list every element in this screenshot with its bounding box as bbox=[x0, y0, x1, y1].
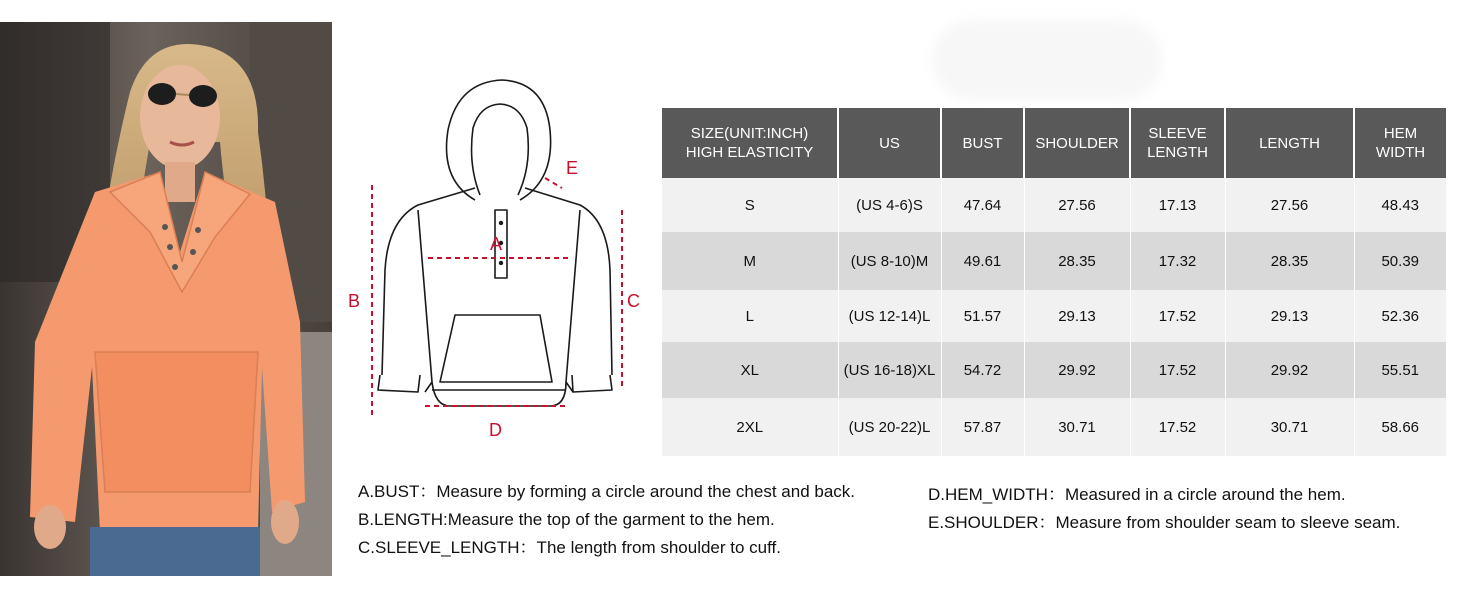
table-row bbox=[662, 290, 1446, 342]
cell-hem-width: 50.39 bbox=[1354, 232, 1446, 290]
cell-us: (US 12-14)L bbox=[838, 290, 941, 342]
cell-shoulder: 29.92 bbox=[1024, 342, 1130, 398]
note-length: B.LENGTH:Measure the top of the garment to the hem. bbox=[358, 510, 775, 529]
cell-shoulder: 27.56 bbox=[1024, 178, 1130, 232]
header-shoulder: SHOULDER bbox=[1024, 108, 1130, 178]
cell-bust: 51.57 bbox=[941, 290, 1024, 342]
cell-hem-width: 48.43 bbox=[1354, 178, 1446, 232]
note-bust: A.BUST：Measure by forming a circle around the chest and back. bbox=[358, 482, 856, 501]
table-row bbox=[662, 398, 1446, 456]
cell-sleeve-length: 17.52 bbox=[1130, 290, 1225, 342]
cell-sleeve-length: 17.13 bbox=[1130, 178, 1225, 232]
cell-hem-width: 58.66 bbox=[1354, 398, 1446, 456]
label-d: D bbox=[489, 420, 502, 440]
cell-us: (US 16-18)XL bbox=[838, 342, 941, 398]
hood-outline bbox=[447, 80, 551, 200]
cell-sleeve-length: 17.52 bbox=[1130, 342, 1225, 398]
hem bbox=[432, 382, 566, 406]
cell-size: L bbox=[662, 290, 838, 342]
table-header-row bbox=[662, 108, 1446, 178]
cell-us: (US 4-6)S bbox=[838, 178, 941, 232]
cell-length: 29.13 bbox=[1225, 290, 1354, 342]
cell-size: S bbox=[662, 178, 838, 232]
header-hem-width: HEM WIDTH bbox=[1354, 108, 1446, 178]
header-us: US bbox=[838, 108, 941, 178]
cell-bust: 47.64 bbox=[941, 178, 1024, 232]
cell-length: 29.92 bbox=[1225, 342, 1354, 398]
note-shoulder: E.SHOULDER：Measure from shoulder seam to sleeve seam. bbox=[928, 513, 1401, 532]
cell-size: M bbox=[662, 232, 838, 290]
cell-bust: 49.61 bbox=[941, 232, 1024, 290]
decorative-glow bbox=[932, 20, 1162, 100]
header-sleeve-length: SLEEVE LENGTH bbox=[1130, 108, 1225, 178]
header-bust: BUST bbox=[941, 108, 1024, 178]
size-chart-table bbox=[662, 108, 1446, 456]
note-hem-width: D.HEM_WIDTH：Measured in a circle around the hem. bbox=[928, 485, 1346, 504]
header-length: LENGTH bbox=[1225, 108, 1354, 178]
cell-us: (US 20-22)L bbox=[838, 398, 941, 456]
cell-length: 30.71 bbox=[1225, 398, 1354, 456]
cell-us: (US 8-10)M bbox=[838, 232, 941, 290]
cell-size: 2XL bbox=[662, 398, 838, 456]
left-cuff bbox=[378, 375, 420, 392]
hood-inner-outline bbox=[472, 104, 529, 195]
cell-sleeve-length: 17.32 bbox=[1130, 232, 1225, 290]
header-size: SIZE(UNIT:INCH) HIGH ELASTICITY bbox=[662, 108, 838, 178]
cell-bust: 57.87 bbox=[941, 398, 1024, 456]
note-sleeve-length: C.SLEEVE_LENGTH：The length from shoulder to cuff. bbox=[358, 538, 781, 557]
table-row bbox=[662, 178, 1446, 232]
cell-length: 27.56 bbox=[1225, 178, 1354, 232]
cell-shoulder: 28.35 bbox=[1024, 232, 1130, 290]
cell-shoulder: 29.13 bbox=[1024, 290, 1130, 342]
kangaroo-pocket bbox=[440, 315, 552, 382]
product-photo bbox=[0, 22, 332, 576]
measurement-notes-left bbox=[358, 478, 855, 562]
table-row bbox=[662, 232, 1446, 290]
label-a: A bbox=[490, 234, 503, 254]
cell-sleeve-length: 17.52 bbox=[1130, 398, 1225, 456]
cell-hem-width: 52.36 bbox=[1354, 290, 1446, 342]
right-cuff bbox=[572, 375, 612, 392]
shoulder-measure-line bbox=[545, 178, 562, 188]
measurement-notes-right bbox=[928, 481, 1400, 537]
cell-length: 28.35 bbox=[1225, 232, 1354, 290]
cell-size: XL bbox=[662, 342, 838, 398]
hoodie-measurement-diagram bbox=[340, 70, 650, 450]
label-b: B bbox=[348, 291, 361, 311]
cell-shoulder: 30.71 bbox=[1024, 398, 1130, 456]
cell-hem-width: 55.51 bbox=[1354, 342, 1446, 398]
label-e: E bbox=[566, 158, 579, 178]
cell-bust: 54.72 bbox=[941, 342, 1024, 398]
table-row bbox=[662, 342, 1446, 398]
label-c: C bbox=[627, 291, 640, 311]
